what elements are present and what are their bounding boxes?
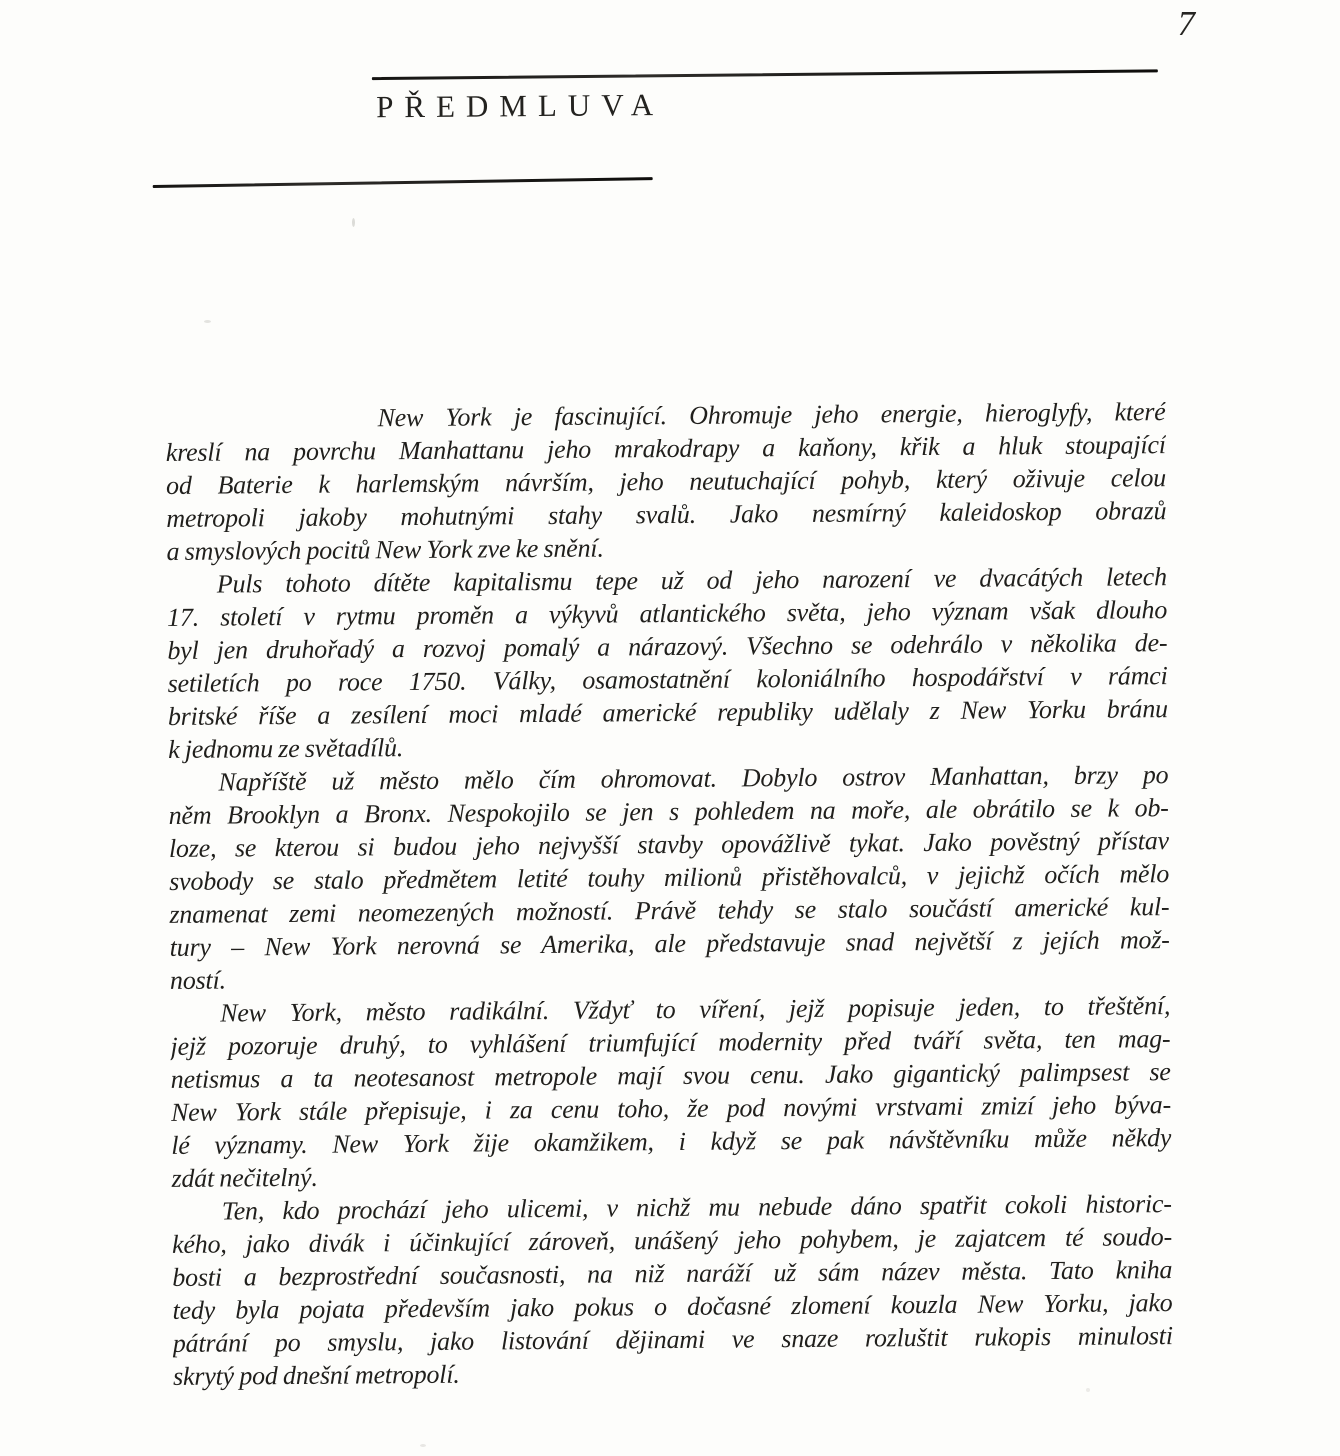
text-line: skrytý pod dnešní metropolí. bbox=[172, 1359, 460, 1391]
text-line: britské říše a zesílení moci mladé americké republiky udělaly z New Yorku bránu bbox=[167, 694, 1168, 731]
text-line: svobody se stalo předmětem letité touhy milionů přistěhovalců, v jejichž očích mělo bbox=[169, 859, 1170, 896]
scan-speck bbox=[1086, 1388, 1090, 1392]
text-line: kreslí na povrchu Manhattanu jeho mrakodrapy a kaňony, křik a hluk stoupající bbox=[165, 430, 1166, 467]
text-line: jejž pozoruje druhý, to vyhlášení triumfující modernity před tváří světa, ten mag- bbox=[170, 1024, 1171, 1061]
text-line: New York je fascinující. Ohromuje jeho energie, hieroglyfy, které bbox=[377, 397, 1166, 433]
paragraph bbox=[167, 560, 1169, 766]
paragraph bbox=[165, 395, 1166, 568]
text-line: a smyslových pocitů New York zve ke snění. bbox=[166, 533, 604, 566]
text-line: setiletích po roce 1750. Války, osamostatnění koloniálního hospodářství v rámci bbox=[167, 661, 1168, 698]
header-rule bbox=[372, 69, 1158, 80]
text-line: tedy byla pojata především jako pokus o dočasné zlomení kouzla New Yorku, jako bbox=[172, 1288, 1173, 1325]
text-line: Ten, kdo prochází jeho ulicemi, v nichž mu nebude dáno spatřit cokoli historic- bbox=[221, 1189, 1172, 1226]
text-line: loze, se kterou si budou jeho nejvyšší stavby opovážlivě tykat. Jako pověstný přístav bbox=[168, 826, 1170, 863]
text-line: netismus a ta neotesanost metropole mají svou cenu. Jako gigantický palimpsest se bbox=[170, 1057, 1171, 1094]
text-line: Napříště už město mělo čím ohromovat. Dobylo ostrov Manhattan, brzy po bbox=[218, 760, 1169, 797]
text-line: bosti a bezprostřední současnosti, na niž naráží už sám název města. Tato kniha bbox=[172, 1255, 1173, 1292]
paragraph bbox=[172, 1187, 1174, 1393]
text-line: zdát nečitelný. bbox=[171, 1162, 318, 1193]
text-line: kého, jako divák i účinkující zároveň, unášený jeho pohybem, je zajatcem té soudo- bbox=[171, 1222, 1173, 1259]
text-line: 17. století v rytmu proměn a výkyvů atlantického světa, jeho význam však dlouho bbox=[167, 595, 1168, 632]
body-text bbox=[165, 395, 1173, 1393]
text-line: New York stále přepisuje, i za cenu toho, že pod novými vrstvami zmizí jeho býva- bbox=[170, 1090, 1172, 1127]
text-line: tury – New York nerovná se Amerika, ale představuje snad největší z jejích mož- bbox=[169, 925, 1170, 962]
text-line: znamenat zemi neomezených možností. Právě tehdy se stalo součástí americké kul- bbox=[169, 892, 1170, 929]
text-line: k jednomu ze světadílů. bbox=[168, 733, 404, 764]
text-line: lé významy. New York žije okamžikem, i když se pak návštěvníku může někdy bbox=[171, 1123, 1172, 1160]
text-line: od Baterie k harlemským návrším, jeho neutuchající pohyb, který oživuje celou bbox=[165, 463, 1167, 500]
chapter-title: PŘEDMLUVA bbox=[375, 87, 665, 125]
text-line: něm Brooklyn a Bronx. Nespokojilo se jen s pohledem na moře, ale obrátilo se k ob- bbox=[168, 793, 1169, 830]
text-line: ností. bbox=[169, 965, 226, 995]
title-underline-rule bbox=[153, 177, 653, 188]
page-number: 7 bbox=[1177, 3, 1196, 43]
text-line: Puls tohoto dítěte kapitalismu tepe už od jeho narození ve dvacátých letech bbox=[216, 562, 1167, 599]
scan-speck bbox=[204, 320, 211, 323]
paragraph bbox=[170, 989, 1172, 1195]
scan-speck bbox=[420, 1444, 426, 1447]
paragraph bbox=[168, 758, 1170, 997]
text-line: metropoli jakoby mohutnými stahy svalů. Jako nesmírný kaleidoskop obrazů bbox=[166, 496, 1167, 533]
text-line: New York, město radikální. Vždyť to víření, jejž popisuje jeden, to třeštění, bbox=[220, 991, 1171, 1028]
text-line: pátrání po smyslu, jako listování dějinami ve snaze rozluštit rukopis minulosti bbox=[172, 1321, 1173, 1358]
scan-speck bbox=[352, 218, 355, 227]
text-line: byl jen druhořadý a rozvoj pomalý a nárazový. Všechno se odehrálo v několika de- bbox=[167, 628, 1168, 665]
